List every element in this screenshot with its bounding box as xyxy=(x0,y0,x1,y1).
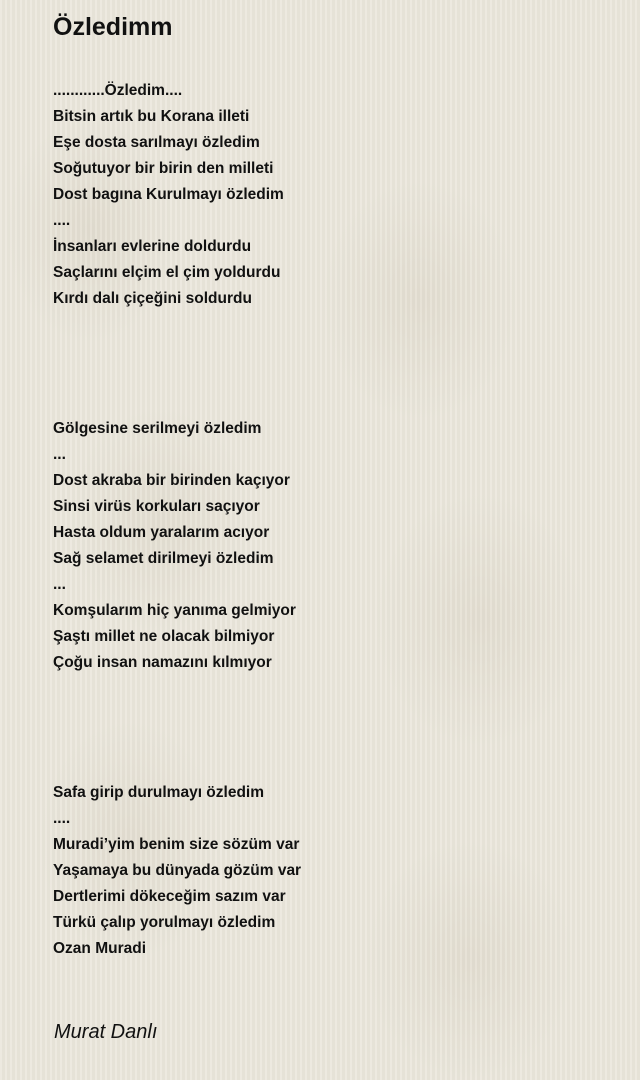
poem-line: Gölgesine serilmeyi özledim xyxy=(53,420,262,437)
poem-line: Sinsi virüs korkuları saçıyor xyxy=(53,498,260,515)
stanza-gap xyxy=(53,728,623,754)
poem-body xyxy=(53,78,623,962)
stanza-gap xyxy=(53,364,623,390)
stanza-gap xyxy=(53,338,623,364)
poem-title: Özledimm xyxy=(53,13,173,41)
stanza-gap xyxy=(53,676,623,702)
poem-line: .... xyxy=(53,810,71,827)
poem-line: Safa girip durulmayı özledim xyxy=(53,784,265,801)
stanza-gap xyxy=(53,754,623,780)
poem-line: Saçlarını elçim el çim yoldurdu xyxy=(53,264,281,281)
poem-line: Soğutuyor bir birin den milleti xyxy=(53,160,274,177)
poem-line: Hasta oldum yaralarım acıyor xyxy=(53,524,270,541)
poem-line: Muradi’yim benim size sözüm var xyxy=(53,836,300,853)
poem-line: Şaştı millet ne olacak bilmiyor xyxy=(53,628,275,645)
poem-line: Çoğu insan namazını kılmıyor xyxy=(53,654,272,671)
poem-line: Ozan Muradi xyxy=(53,940,147,957)
stanza-gap xyxy=(53,390,623,416)
poem-line: Yaşamaya bu dünyada gözüm var xyxy=(53,862,302,879)
poem-line: .... xyxy=(53,212,71,229)
poem-line: ... xyxy=(53,446,66,463)
poem-line: Kırdı dalı çiçeğini soldurdu xyxy=(53,290,252,307)
stanza-gap xyxy=(53,312,623,338)
poem-line: İnsanları evlerine doldurdu xyxy=(53,238,252,255)
poem-line: Sağ selamet dirilmeyi özledim xyxy=(53,550,274,567)
poem-line: ............Özledim.... xyxy=(53,82,183,99)
poem-line: Bitsin artık bu Korana illeti xyxy=(53,108,250,125)
poem-line: Dost akraba bir birinden kaçıyor xyxy=(53,472,290,489)
poem-author: Murat Danlı xyxy=(54,1021,158,1043)
poem-line: Dost bagına Kurulmayı özledim xyxy=(53,186,284,203)
poem-line: Eşe dosta sarılmayı özledim xyxy=(53,134,260,151)
poem-line: Dertlerimi dökeceğim sazım var xyxy=(53,888,286,905)
poem-line: ... xyxy=(53,576,66,593)
poem-line: Türkü çalıp yorulmayı özledim xyxy=(53,914,276,931)
poem-line: Komşularım hiç yanıma gelmiyor xyxy=(53,602,296,619)
stanza-gap xyxy=(53,702,623,728)
